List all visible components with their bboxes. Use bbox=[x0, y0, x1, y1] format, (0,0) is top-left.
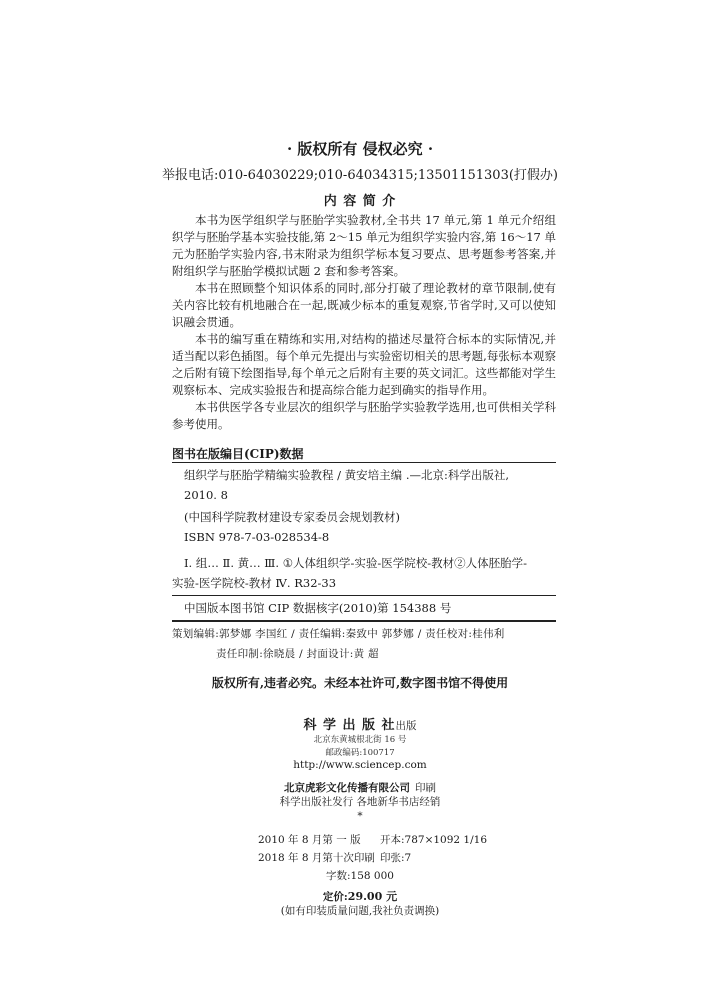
price-line bbox=[0, 885, 720, 904]
printer-name: 北京虎彩文化传播有限公司 bbox=[283, 782, 410, 794]
copyright-title: · 版权所有 侵权必究 · bbox=[286, 140, 434, 158]
summary-paragraph-2: 本书在照顾整个知识体系的同时,部分打破了理论教材的章节限制,使有关内容比较有机地融合在一起,既减少标本的重复观察,节省学时,又可以使知识融会贯通。 bbox=[172, 281, 556, 329]
word-count: 字数:158 000 bbox=[326, 870, 394, 882]
cip-classification-line-2: 实验-医学院校-教材 Ⅳ. R32-33 bbox=[172, 576, 337, 590]
cip-series-line: (中国科学院教材建设专家委员会规划教材) bbox=[184, 510, 400, 524]
summary-paragraph-3: 本书的编写重在精练和实用,对结构的描述尽量符合标本的实际情况,并适当配以彩色插图。每个单元先提出与实验密切相关的思考题,每张标本观察之后附有镜下绘图指导,每个单元之后附有主要的英文词汇。这些都能对学生观察标本、完成实验报告和提高综合能力起到确实的指导作用。 bbox=[172, 332, 556, 397]
printer-suffix: 印刷 bbox=[415, 782, 437, 794]
printed-sheets: 印张:7 bbox=[380, 852, 412, 864]
price-label: 定价: bbox=[322, 891, 348, 903]
distribution-line: 科学出版社发行 各地新华书店经销 bbox=[279, 796, 441, 808]
cip-bottom-rule bbox=[172, 620, 556, 622]
reprint-info: 2018 年 8 月第十次印刷 bbox=[258, 852, 375, 864]
separator-star: * bbox=[357, 810, 363, 822]
quality-note: (如有印装质量问题,我社负责调换) bbox=[280, 905, 440, 917]
editor-credits-line-1: 策划编辑:郭梦娜 李国红 / 责任编辑:秦致中 郭梦娜 / 责任校对:桂伟利 bbox=[172, 628, 505, 640]
summary-paragraph-1: 本书为医学组织学与胚胎学实验教材,全书共 17 单元,第 1 单元介绍组织学与胚胎学基本实验技能,第 2～15 单元为组织学实验内容,第 16～17 单元为胚胎学实验内容,书末附录为组织学标本复习要点、思考题参考答案,并附组织学与胚胎学模拟试题 2 套和参考答案。 bbox=[172, 213, 556, 278]
cip-middle-rule bbox=[172, 595, 556, 596]
first-edition: 2010 年 8 月第 一 版 bbox=[258, 834, 361, 846]
cip-classification-line-1: Ⅰ. 组… Ⅱ. 黄… Ⅲ. ①人体组织学-实验-医学院校-教材②人体胚胎学- bbox=[184, 556, 528, 570]
cip-title-line: 组织学与胚胎学精编实验教程 / 黄安培主编 .—北京:科学出版社, bbox=[184, 468, 510, 482]
rights-notice: 版权所有,违者必究。未经本社许可,数字图书馆不得使用 bbox=[211, 676, 509, 690]
cip-top-rule bbox=[172, 462, 556, 463]
price-value: 29.00 元 bbox=[347, 890, 398, 903]
editor-credits-line-2: 责任印制:徐晓晨 / 封面设计:黄 超 bbox=[216, 648, 379, 660]
book-format: 开本:787×1092 1/16 bbox=[380, 834, 488, 846]
cip-number: 中国版本图书馆 CIP 数据核字(2010)第 154388 号 bbox=[184, 601, 452, 615]
publisher-postcode: 邮政编码:100717 bbox=[325, 748, 395, 758]
cip-isbn: ISBN 978-7-03-028534-8 bbox=[184, 530, 330, 544]
publisher-line bbox=[0, 714, 720, 733]
publisher-name: 科 学 出 版 社 bbox=[303, 718, 396, 733]
cip-date-line: 2010. 8 bbox=[184, 488, 228, 502]
summary-title: 内 容 简 介 bbox=[323, 194, 397, 209]
report-hotline: 举报电话:010-64030229;010-64034315;13501151303(打假办) bbox=[161, 168, 558, 183]
summary-paragraph-4: 本书供医学各专业层次的组织学与胚胎学实验教学选用,也可供相关学科参考使用。 bbox=[172, 400, 556, 431]
publisher-url: http://www.sciencep.com bbox=[293, 759, 427, 771]
publisher-suffix: 出版 bbox=[395, 720, 417, 732]
printer-line bbox=[0, 776, 720, 795]
cip-heading: 图书在版编目(CIP)数据 bbox=[172, 447, 304, 461]
publisher-address: 北京东黄城根北街 16 号 bbox=[313, 735, 407, 745]
